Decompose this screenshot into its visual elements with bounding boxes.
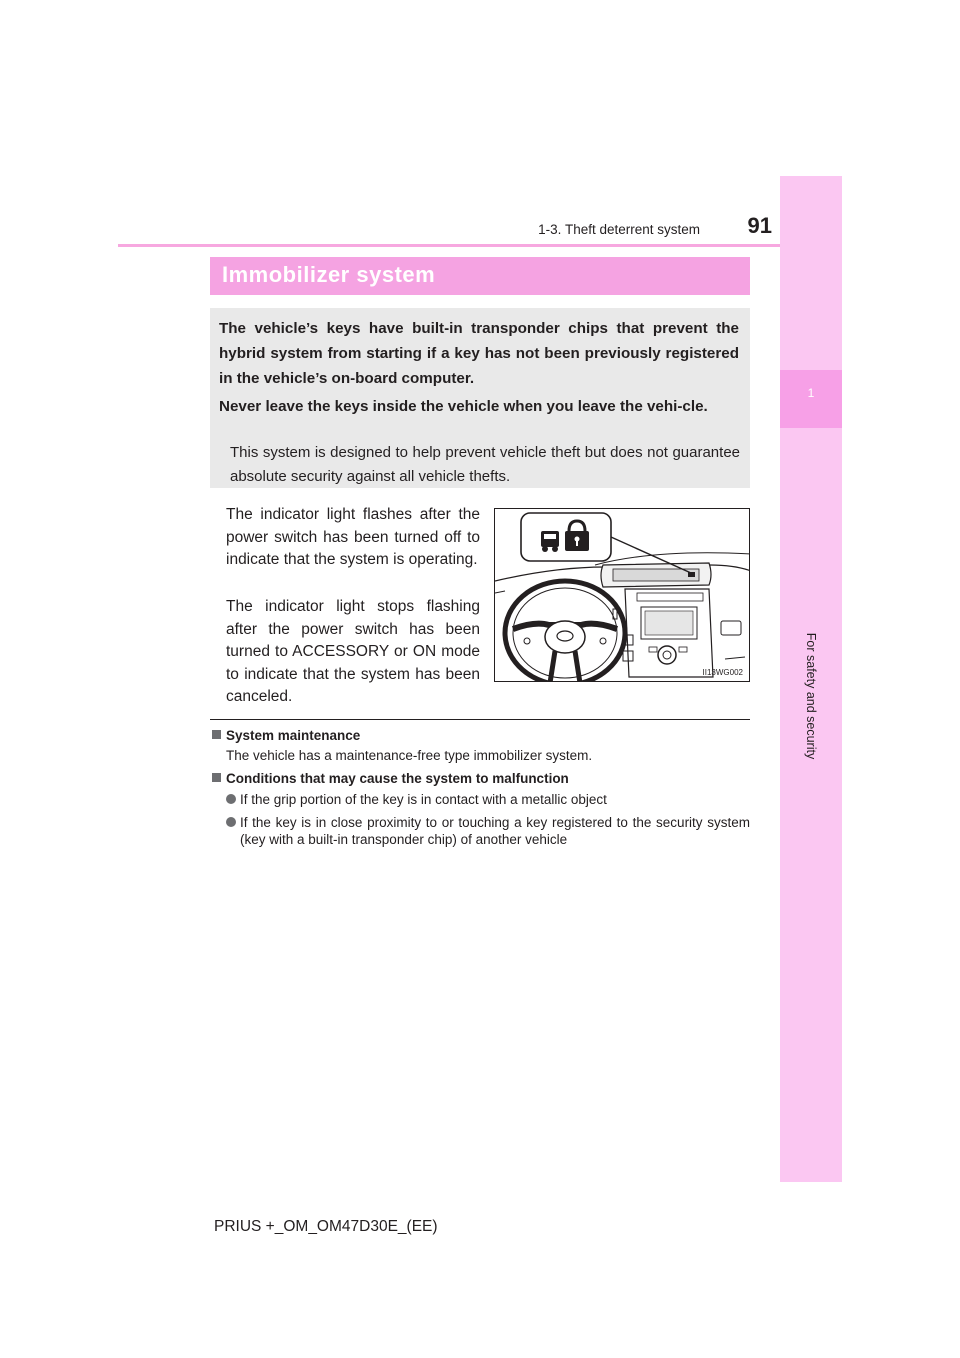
- list-item-text: If the grip portion of the key is in contact with a metallic object: [240, 792, 607, 807]
- intro-note: This system is designed to help prevent vehicle theft but does not guarantee absolute security against all vehicle thefts.: [230, 444, 740, 485]
- figure-code: II13WG002: [702, 668, 743, 677]
- chapter-side-tab[interactable]: [780, 176, 842, 1182]
- body-paragraph: The indicator light stops flashing after the power switch has been turned to ACCESSORY or ON mode to indicate that the system has been canceled.: [226, 598, 480, 705]
- body-paragraph: The indicator light flashes after the power switch has been turned off to indicate that the system is operating.: [226, 506, 480, 568]
- intro-warning: Never leave the keys inside the vehicle when you leave the vehi-cle.: [219, 398, 708, 415]
- divider: [210, 719, 750, 720]
- intro-paragraph: The vehicle’s keys have built-in transponder chips that prevent the hybrid system from starting if a key has not been previously registered in the vehicle’s on-board computer.: [219, 320, 739, 387]
- dashboard-illustration: [494, 508, 750, 682]
- note-heading-text: System maintenance: [226, 728, 361, 743]
- note-heading: [212, 771, 569, 786]
- footer-doc-id: PRIUS +_OM_OM47D30E_(EE): [214, 1218, 438, 1235]
- page-number: 91: [747, 213, 772, 238]
- chapter-number: 1: [807, 386, 815, 400]
- section-title-bar: [210, 257, 750, 295]
- chapter-number-box: [780, 370, 842, 428]
- list-item: [226, 814, 750, 848]
- section-reference: 1-3. Theft deterrent system: [538, 222, 700, 237]
- dashboard-drawing: [495, 509, 750, 682]
- header-rule: [118, 244, 841, 247]
- note-heading: [212, 728, 360, 743]
- list-item: [226, 791, 750, 808]
- page-title: Immobilizer system: [222, 262, 436, 287]
- circle-bullet-icon: [226, 817, 236, 827]
- square-bullet-icon: [212, 773, 221, 782]
- note-heading-text: Conditions that may cause the system to malfunction: [226, 771, 569, 786]
- intro-box: [210, 308, 750, 488]
- note-text: The vehicle has a maintenance-free type immobilizer system.: [226, 748, 593, 763]
- circle-bullet-icon: [226, 794, 236, 804]
- square-bullet-icon: [212, 730, 221, 739]
- list-item-text: If the key is in close proximity to or touching a key registered to the security system (key with a built-in transponder chip) of another vehicle: [240, 815, 750, 847]
- chapter-label: For safety and security: [804, 632, 818, 760]
